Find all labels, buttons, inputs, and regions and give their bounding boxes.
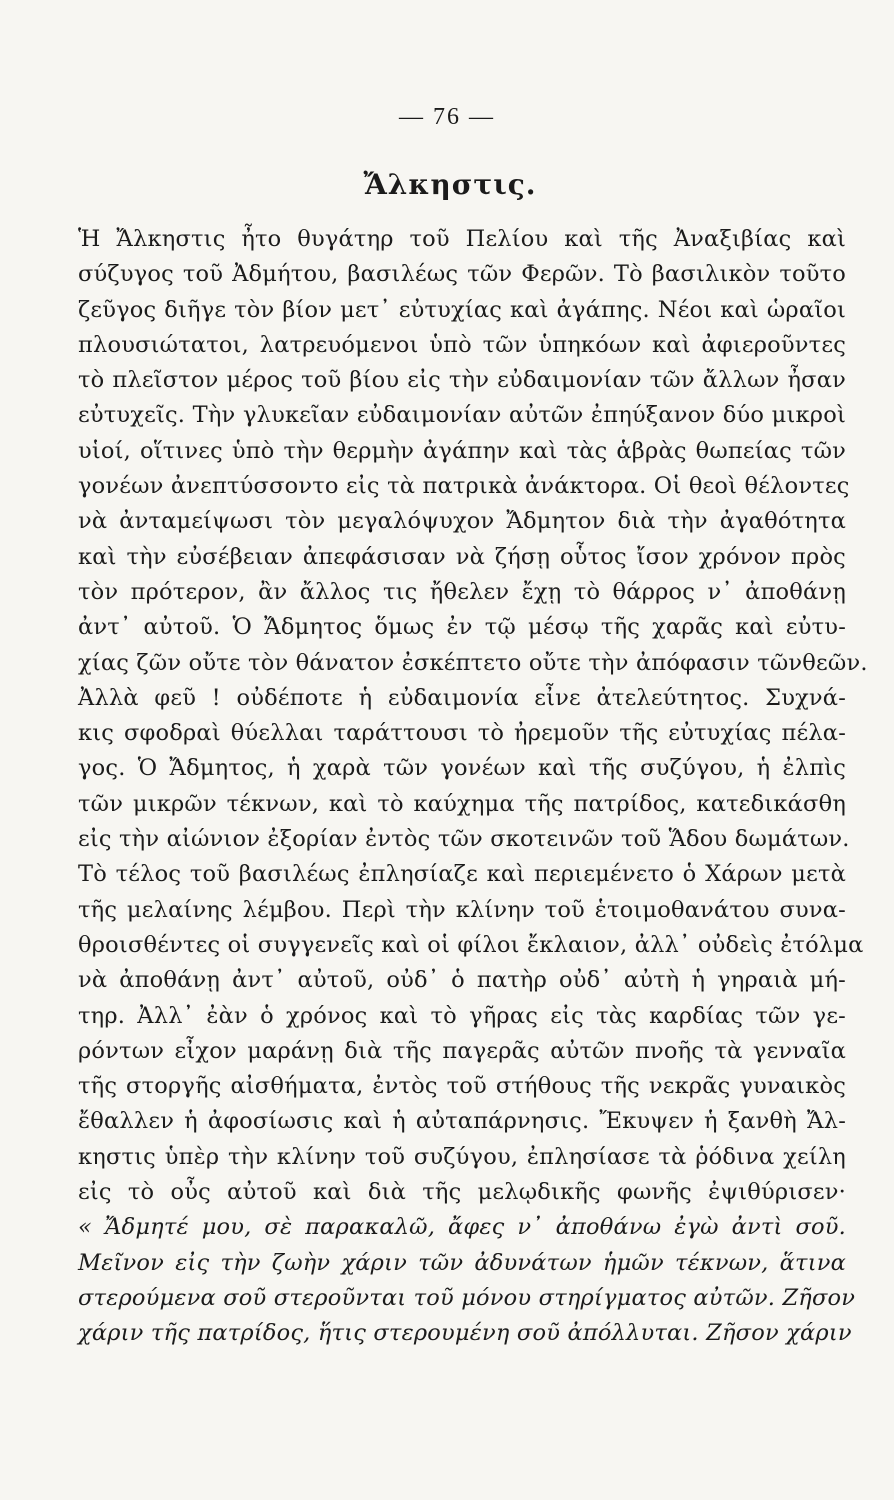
text-line: « Ἄδμητέ μου, σὲ παρακαλῶ, ἄφες ν᾽ ἀποθάνω ἐγὼ ἀντὶ σοῦ. <box>78 1214 846 1241</box>
text-line: υἱοί, οἵτινες ὑπὸ τὴν θερμὴν ἀγάπην καὶ τὰς ἁβρὰς θωπείας τῶν <box>78 437 846 464</box>
text-line: κηστις ὑπὲρ τὴν κλίνην τοῦ συζύγου, ἐπλησίασε τὰ ῥόδινα χείλη <box>78 1143 846 1170</box>
text-line: γος. Ὁ Ἄδμητος, ἡ χαρὰ τῶν γονέων καὶ τῆς συζύγου, ἡ ἐλπὶς <box>78 755 846 782</box>
text-line: ζεῦγος διῆγε τὸν βίον μετ᾽ εὐτυχίας καὶ ἀγάπης. Νέοι καὶ ὡραῖοι <box>78 296 846 323</box>
text-line: κις σφοδραὶ θύελλαι ταράττουσι τὸ ἠρεμοῦν τῆς εὐτυχίας πέλα- <box>78 720 846 747</box>
text-line: Ἀλλὰ φεῦ ! οὐδέποτε ἡ εὐδαιμονία εἶνε ἀτελεύτητος. Συχνά- <box>78 684 846 711</box>
text-line: Ἡ Ἄλκηστις ἦτο θυγάτηρ τοῦ Πελίου καὶ τῆς Ἀναξιβίας καὶ <box>78 226 846 252</box>
chapter-title: Ἄλκηστις. <box>363 168 537 201</box>
page-number: — 76 — <box>399 104 495 130</box>
text-line: τὸ πλεῖστον μέρος τοῦ βίου εἰς τὴν εὐδαιμονίαν τῶν ἄλλων ἦσαν <box>78 367 846 394</box>
text-line: χάριν τῆς πατρίδος, ἥτις στερουμένη σοῦ ἀπόλλυται. Ζῆσον χάριν <box>78 1320 852 1347</box>
text-line: καὶ τὴν εὐσέβειαν ἀπεφάσισαν νὰ ζήσῃ οὗτος ἴσον χρόνον πρὸς <box>78 543 846 570</box>
text-line: νὰ ἀποθάνῃ ἀντ᾽ αὐτοῦ, οὐδ᾽ ὁ πατὴρ οὐδ᾽ αὐτὴ ἡ γηραιὰ μή- <box>78 967 846 994</box>
text-line: ἔθαλλεν ἡ ἀφοσίωσις καὶ ἡ αὐταπάρνησις. Ἔκυψεν ἡ ξανθὴ Ἄλ- <box>78 1108 846 1135</box>
text-line: πλουσιώτατοι, λατρευόμενοι ὑπὸ τῶν ὑπηκόων καὶ ἀφιεροῦντες <box>78 331 846 358</box>
text-line: σύζυγος τοῦ Ἀδμήτου, βασιλέως τῶν Φερῶν. Τὸ βασιλικὸν τοῦτο <box>78 261 846 288</box>
text-line: τηρ. Ἀλλ᾽ ἐὰν ὁ χρόνος καὶ τὸ γῆρας εἰς τὰς καρδίας τῶν γε- <box>78 1002 846 1029</box>
text-line: χίας ζῶν οὔτε τὸν θάνατον ἐσκέπτετο οὔτε τὴν ἀπόφασιν τῶνθεῶν. <box>78 649 868 676</box>
text-line: ρόντων εἶχον μαράνῃ διὰ τῆς παγερᾶς αὐτῶν πνοῆς τὰ γενναῖα <box>78 1037 846 1064</box>
text-line: εἰς τὸ οὖς αὐτοῦ καὶ διὰ τῆς μελῳδικῆς φωνῆς ἐψιθύρισεν· <box>78 1179 846 1206</box>
text-line: ἀντ᾽ αὐτοῦ. Ὁ Ἄδμητος ὅμως ἐν τῷ μέσῳ τῆς χαρᾶς καὶ εὐτυ- <box>78 614 846 641</box>
text-line: γονέων ἀνεπτύσσοντο εἰς τὰ πατρικὰ ἀνάκτορα. Οἱ θεοὶ θέλοντες <box>78 473 850 500</box>
text-line: τῶν μικρῶν τέκνων, καὶ τὸ καύχημα τῆς πατρίδος, κατεδικάσθη <box>78 790 846 817</box>
text-line: τὸν πρότερον, ἂν ἄλλος τις ἤθελεν ἔχῃ τὸ θάρρος ν᾽ ἀποθάνῃ <box>78 578 846 605</box>
text-line: τῆς στοργῆς αἰσθήματα, ἐντὸς τοῦ στήθους τῆς νεκρᾶς γυναικὸς <box>78 1073 846 1100</box>
text-line: τῆς μελαίνης λέμβου. Περὶ τὴν κλίνην τοῦ ἑτοιμοθανάτου συνα- <box>78 896 846 923</box>
text-line: εὐτυχεῖς. Τὴν γλυκεῖαν εὐδαιμονίαν αὐτῶν ἐπηύξανον δύο μικροὶ <box>78 402 846 429</box>
text-line: εἰς τὴν αἰώνιον ἐξορίαν ἐντὸς τῶν σκοτεινῶν τοῦ Ἅδου δωμάτων. <box>78 826 850 853</box>
text-line: νὰ ἀνταμείψωσι τὸν μεγαλόψυχον Ἄδμητον διὰ τὴν ἀγαθότητα <box>78 508 846 535</box>
text-line: Μεῖνον εἰς τὴν ζωὴν χάριν τῶν ἀδυνάτων ἡμῶν τέκνων, ἅτινα <box>78 1249 846 1276</box>
text-line: Τὸ τέλος τοῦ βασιλέως ἐπλησίαζε καὶ περιεμένετο ὁ Χάρων μετὰ <box>78 861 846 888</box>
body-text <box>78 222 868 1352</box>
text-line: στερούμενα σοῦ στεροῦνται τοῦ μόνου στηρίγματος αὐτῶν. Ζῆσον <box>78 1284 856 1311</box>
text-line: θροισθέντες οἱ συγγενεῖς καὶ οἱ φίλοι ἔκλαιον, ἀλλ᾽ οὐδεὶς ἐτόλμα <box>78 931 864 958</box>
